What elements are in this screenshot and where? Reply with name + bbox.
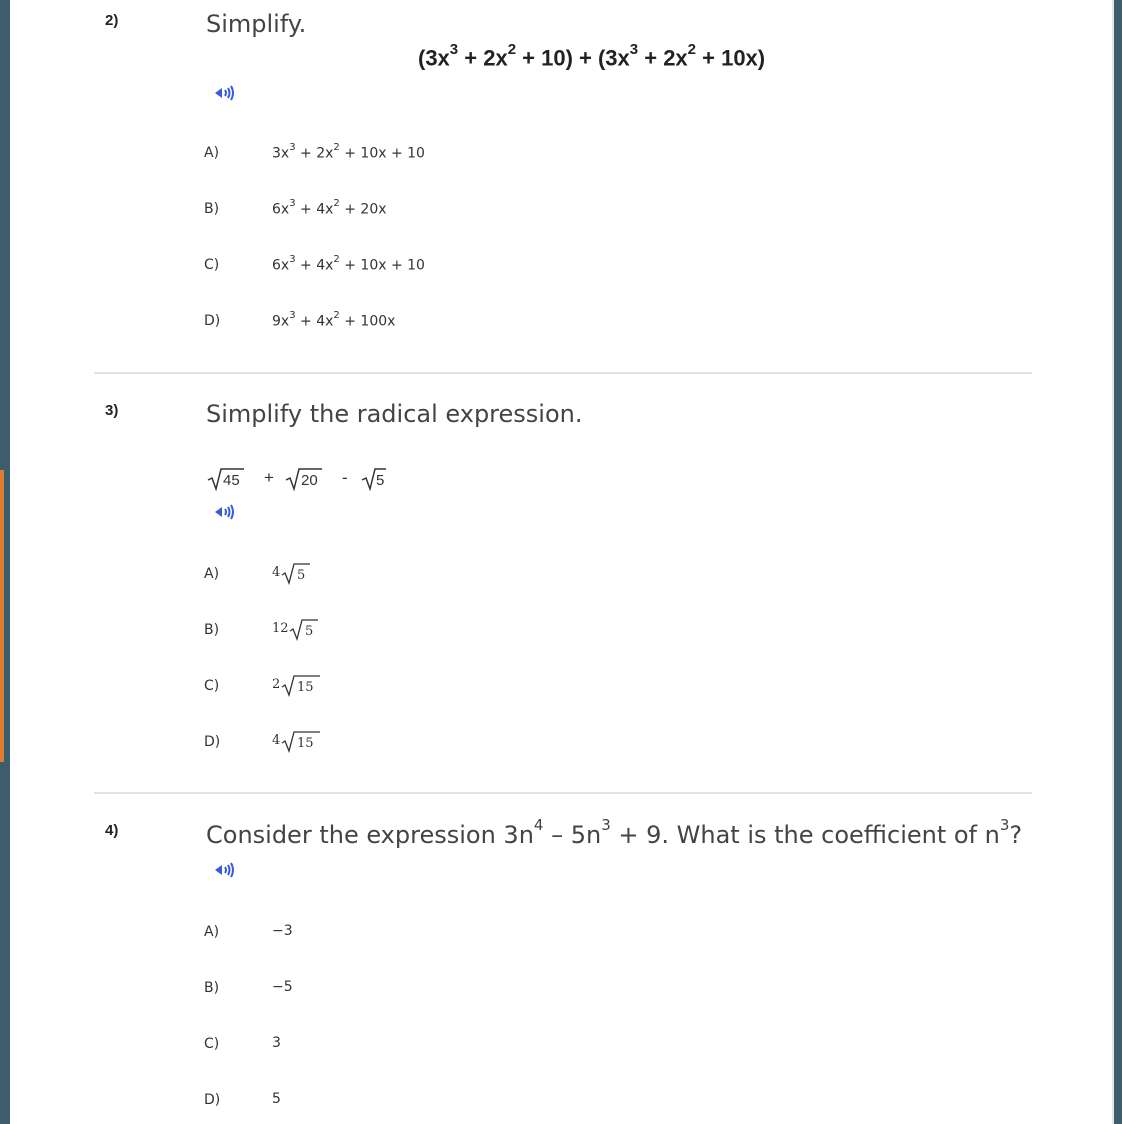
right-frame: [1114, 0, 1122, 1124]
test-page: [10, 0, 1114, 1124]
radical-sign: [290, 620, 318, 639]
question-divider: [94, 372, 1032, 374]
radicand: 20: [301, 472, 318, 489]
radical-coefficient: 4: [272, 733, 281, 748]
choice-letter[interactable]: D): [204, 313, 221, 329]
question-number: 2): [105, 12, 119, 29]
question-prompt: Consider the expression $3n^4 - 5n^3 + 9$. What is the coefficient of $n^3$?: [206, 816, 1023, 849]
question-prompt: Simplify the radical expression.: [206, 400, 583, 428]
choice-letter[interactable]: B): [204, 622, 220, 638]
radical-expression: [206, 464, 406, 494]
radical-coefficient: 2: [272, 677, 281, 692]
choice-answer[interactable]: −3: [272, 923, 293, 939]
operator: -: [342, 468, 348, 487]
choice-letter[interactable]: B): [204, 980, 220, 996]
active-indicator: [0, 470, 4, 762]
radicand: 5: [305, 624, 314, 639]
radical-coefficient: 4: [272, 565, 281, 580]
question-prompt: Simplify.: [206, 10, 307, 38]
question-number: 4): [105, 822, 119, 839]
radicand: 15: [297, 736, 314, 751]
speaker-icon[interactable]: [214, 503, 240, 521]
choice-answer[interactable]: [272, 616, 342, 647]
choice-letter[interactable]: D): [204, 1092, 221, 1108]
choice-letter[interactable]: A): [204, 145, 220, 161]
choice-answer[interactable]: $3x^3 + 2x^2 + 10x + 10$: [272, 142, 425, 162]
choice-answer[interactable]: $9x^3 + 4x^2 + 100x$: [272, 310, 396, 330]
choice-answer[interactable]: −5: [272, 979, 293, 995]
choice-answer[interactable]: $6x^3 + 4x^2 + 20x$: [272, 198, 387, 218]
choice-letter[interactable]: C): [204, 678, 220, 694]
choice-letter[interactable]: C): [204, 1036, 220, 1052]
operator: +: [264, 468, 274, 487]
radical-sign: [282, 564, 310, 583]
question-number: 3): [105, 402, 119, 419]
speaker-icon[interactable]: [214, 861, 240, 879]
question-divider: [94, 792, 1032, 794]
choice-letter[interactable]: A): [204, 924, 220, 940]
choice-answer[interactable]: 5: [272, 1091, 281, 1107]
speaker-icon[interactable]: [214, 84, 240, 102]
choice-letter[interactable]: B): [204, 201, 220, 217]
choice-letter[interactable]: D): [204, 734, 221, 750]
choice-answer[interactable]: $6x^3 + 4x^2 + 10x + 10$: [272, 254, 425, 274]
choice-answer[interactable]: [272, 560, 332, 591]
radicand: 5: [297, 568, 306, 583]
choice-answer[interactable]: [272, 728, 342, 759]
choice-letter[interactable]: C): [204, 257, 220, 273]
radicand: 5: [376, 472, 385, 489]
radical-coefficient: 12: [272, 621, 289, 636]
question-expression: $(3x^3 + 2x^2 + 10) + (3x^3 + 2x^2 + 10x)$: [418, 41, 766, 71]
radicand: 15: [297, 680, 314, 695]
radicand: 45: [223, 472, 240, 489]
choice-answer[interactable]: [272, 672, 342, 703]
choice-answer[interactable]: 3: [272, 1035, 281, 1051]
choice-letter[interactable]: A): [204, 566, 220, 582]
